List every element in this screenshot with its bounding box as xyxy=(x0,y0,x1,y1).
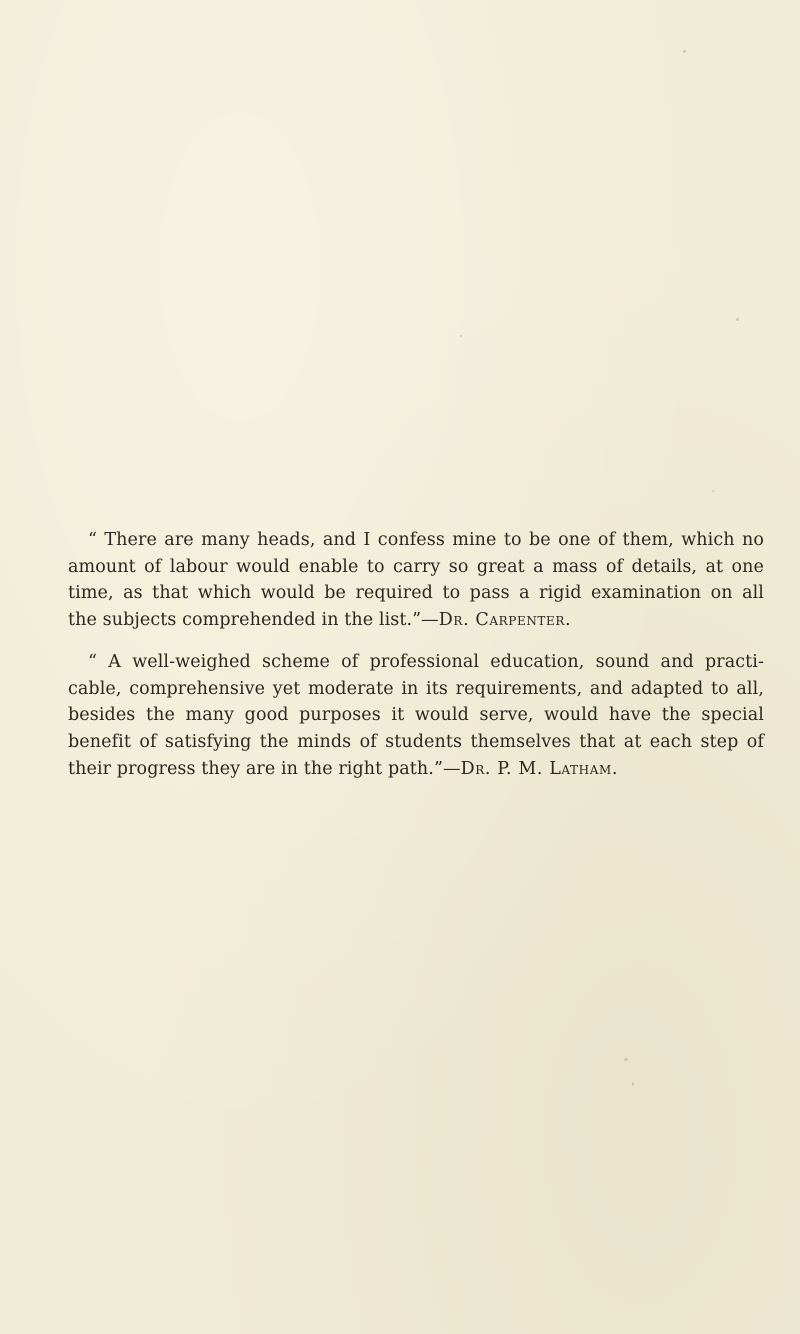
quote-latham xyxy=(68,649,764,783)
quote-line-text: their progress they are in the right path.”— xyxy=(68,758,461,779)
paper-speck xyxy=(460,335,462,337)
paper-speck xyxy=(624,1058,628,1061)
quote-line: “ A well-weighed scheme of professional education, sound and practi- xyxy=(88,652,764,672)
quote-attribution: Dr. Carpenter. xyxy=(438,610,572,631)
quote-line: besides the many good purposes it would serve, would have the special xyxy=(68,705,764,726)
quote-line: benefit of satisfying the minds of students themselves that at each step of xyxy=(68,732,764,753)
quote-line-final xyxy=(68,607,764,634)
quote-line: amount of labour would enable to carry so great a mass of details, at one xyxy=(68,556,764,577)
quote-line-final xyxy=(68,756,764,783)
quote-carpenter xyxy=(68,527,764,634)
quote-line-text: the subjects comprehended in the list.”— xyxy=(68,610,439,631)
paper-speck xyxy=(632,1082,634,1086)
paper-speck xyxy=(736,318,739,321)
paper-speck xyxy=(683,50,686,53)
quote-line: cable, comprehensive yet moderate in its requirements, and adapted to all, xyxy=(68,678,764,699)
quote-line: “ There are many heads, and I confess mine to be one of them, which no xyxy=(88,530,764,550)
quote-line: time, as that which would be required to pass a rigid examination on all xyxy=(68,583,764,604)
quote-attribution: Dr. P. M. Latham. xyxy=(460,758,619,779)
paper-speck xyxy=(712,490,714,492)
